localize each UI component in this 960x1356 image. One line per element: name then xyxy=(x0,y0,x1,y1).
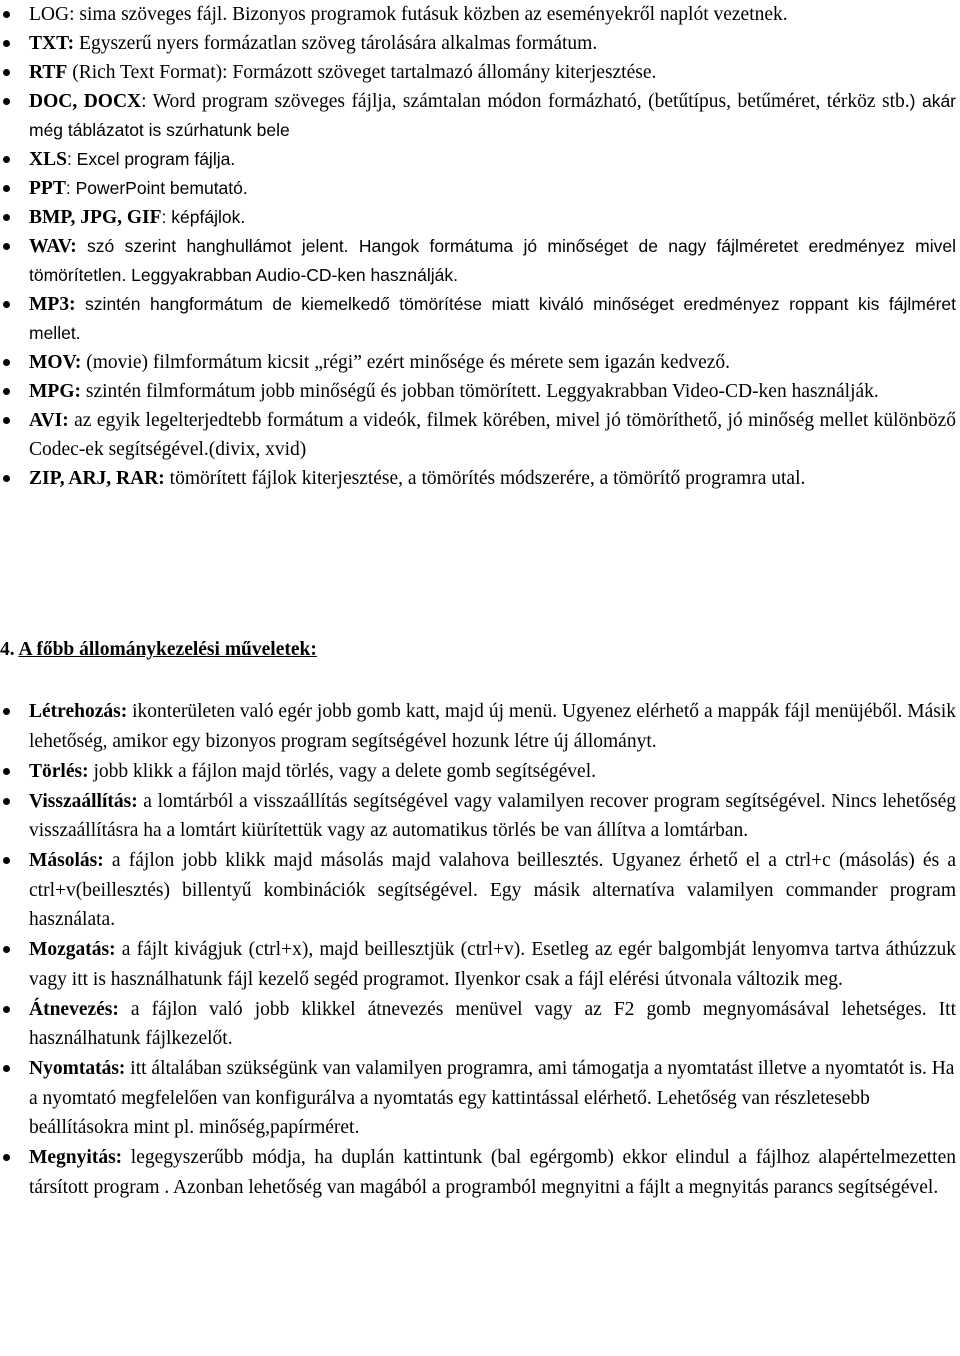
list-item-ppt xyxy=(0,174,960,203)
file-format-list xyxy=(0,0,960,493)
term: LOG xyxy=(29,4,70,25)
term: DOC, DOCX xyxy=(29,91,142,112)
list-item-wav xyxy=(0,232,960,290)
item-text: a fájlt kivágjuk (ctrl+x), majd beillesztjük (ctrl+v). Esetleg az egér balgombját lenyomva tartva áthúzzuk vagy itt is használhatunk fájl kezelő segéd programot. Ilyenkor csak a fájl elérési útvonala változik meg. xyxy=(29,939,956,990)
item-text: szintén hangformátum de kiemelkedő tömörítése miatt kiváló minőséget eredményez roppant kis fájlméret mellet. xyxy=(29,294,956,343)
list-item-txt xyxy=(0,29,960,58)
file-operations-list xyxy=(0,697,960,1203)
list-item-bmp xyxy=(0,203,960,232)
item-text: itt általában szükségünk van valamilyen programra, ami támogatja a nyomtatást illetve a nyomtatót is. Ha a nyomtató megfelelően van konfigurálva a nyomtatás egy kattintással elérhető. Lehetőség van részletesebb beállításokra mint pl. minőség,papírméret. xyxy=(29,1058,955,1138)
term: Létrehozás: xyxy=(29,701,128,722)
list-item-log xyxy=(0,0,960,29)
list-item-mpg xyxy=(0,377,960,406)
item-text: a fájlon jobb klikk majd másolás majd valahova beillesztés. Ugyanez érhető el a ctrl+c (másolás) és a ctrl+v(beillesztés) billentyű kombinációk segítségével. Egy másik alternatíva valamilyen commander program használata. xyxy=(29,850,956,930)
item-text: tömörített fájlok kiterjesztése, a tömörítés módszerére, a tömörítő programra utal. xyxy=(164,468,806,489)
term: Megnyitás: xyxy=(29,1147,123,1168)
item-text: a lomtárból a visszaállítás segítségével vagy valamilyen recover program segítségével. Nincs lehetőség visszaállításra ha a lomtárt kiürítettük vagy az automatikus törlés be van állítva a lomtárban. xyxy=(29,790,956,841)
list-item-avi xyxy=(0,406,960,464)
item-text: a fájlon való jobb klikkel átnevezés menüvel vagy az F2 gomb megnyomásával lehetséges. Itt használhatunk fájlkezelőt. xyxy=(29,998,956,1049)
item-text: az egyik legelterjedtebb formátum a videók, filmek körében, mivel jó tömöríthető, jó minőség mellet különböző Codec-ek segítségével.(divix, xvid) xyxy=(29,410,956,460)
item-text: : Excel program fájlja. xyxy=(66,149,236,169)
list-item-zip xyxy=(0,464,960,493)
item-text: Egyszerű nyers formázatlan szöveg tárolására alkalmas formátum. xyxy=(74,33,598,54)
item-text: : sima szöveges fájl. Bizonyos programok futásuk közben az eseményekről naplót vezetnek. xyxy=(69,4,788,25)
term: ZIP, ARJ, RAR: xyxy=(29,468,165,489)
item-text: (movie) filmformátum kicsit „régi” ezért minősége és mérete sem igazán kedvező. xyxy=(81,352,731,373)
term: Törlés: xyxy=(29,760,89,782)
list-item-rename xyxy=(0,995,960,1054)
item-text: ikonterületen való egér jobb gomb katt, majd új menü. Ugyenez elérhető a mappák fájl menüjéből. Másik lehetőség, amikor egy bizonyos program segítségével hozunk létre új állományt. xyxy=(29,701,956,752)
item-text: (Rich Text Format): Formázott szöveget tartalmazó állomány kiterjesztése. xyxy=(67,62,657,83)
term: TXT: xyxy=(29,33,75,54)
term: MP3: xyxy=(29,294,76,315)
list-item-mov xyxy=(0,348,960,377)
term: XLS xyxy=(29,149,67,170)
list-item-print xyxy=(0,1054,960,1143)
term: AVI: xyxy=(29,410,69,431)
item-text-tail: ) akár még táblázatot is szúrhatunk bele xyxy=(29,91,957,140)
term: MPG: xyxy=(29,381,81,402)
term: BMP, JPG, GIF xyxy=(29,207,162,228)
term: PPT xyxy=(29,178,66,199)
term: Mozgatás: xyxy=(29,939,116,960)
list-item-xls xyxy=(0,145,960,174)
item-text: : Word program szöveges fájlja, számtalan módon formázható, (betűtípus, betűméret, térköz stb. xyxy=(141,91,910,112)
term: WAV: xyxy=(29,236,77,257)
section-title: A főbb állománykezelési műveletek: xyxy=(18,639,317,660)
list-item-create xyxy=(0,697,960,756)
list-item-mp3 xyxy=(0,290,960,348)
item-text: szintén filmformátum jobb minőségű és jobban tömörített. Leggyakrabban Video-CD-ken használják. xyxy=(80,381,879,402)
list-item-restore xyxy=(0,787,960,846)
section-number: 4. xyxy=(0,639,15,660)
list-item-delete xyxy=(0,757,960,787)
list-item-rtf xyxy=(0,58,960,87)
list-item-copy xyxy=(0,846,960,935)
item-text: szó szerint hanghullámot jelent. xyxy=(76,236,349,256)
item-text-tail: Hangok formátuma jó minőséget de nagy fájlméretet eredményez mivel tömörítetlen. Leggyakrabban Audio-CD-ken használják. xyxy=(29,236,957,285)
item-text: legegyszerűbb módja, ha duplán kattintunk (bal egérgomb) ekkor elindul a fájlhoz alapértelmezetten társított program . Azonban lehetőség van magából a programból megnyitni a fájlt a megnyitás parancs segítségével. xyxy=(29,1147,956,1198)
term: RTF xyxy=(29,62,68,83)
term: Átnevezés: xyxy=(29,998,119,1020)
section-heading xyxy=(0,635,317,664)
item-text: : PowerPoint bemutató. xyxy=(65,178,248,198)
term: Másolás: xyxy=(29,850,104,871)
list-item-move xyxy=(0,935,960,994)
list-item-doc xyxy=(0,87,960,145)
item-text: jobb klikk a fájlon majd törlés, vagy a delete gomb segítségével. xyxy=(88,760,596,782)
list-item-open xyxy=(0,1143,960,1202)
term: MOV: xyxy=(29,352,82,373)
item-text: : képfájlok. xyxy=(161,207,246,227)
term: Nyomtatás: xyxy=(29,1058,126,1079)
term: Visszaállítás: xyxy=(29,790,138,812)
